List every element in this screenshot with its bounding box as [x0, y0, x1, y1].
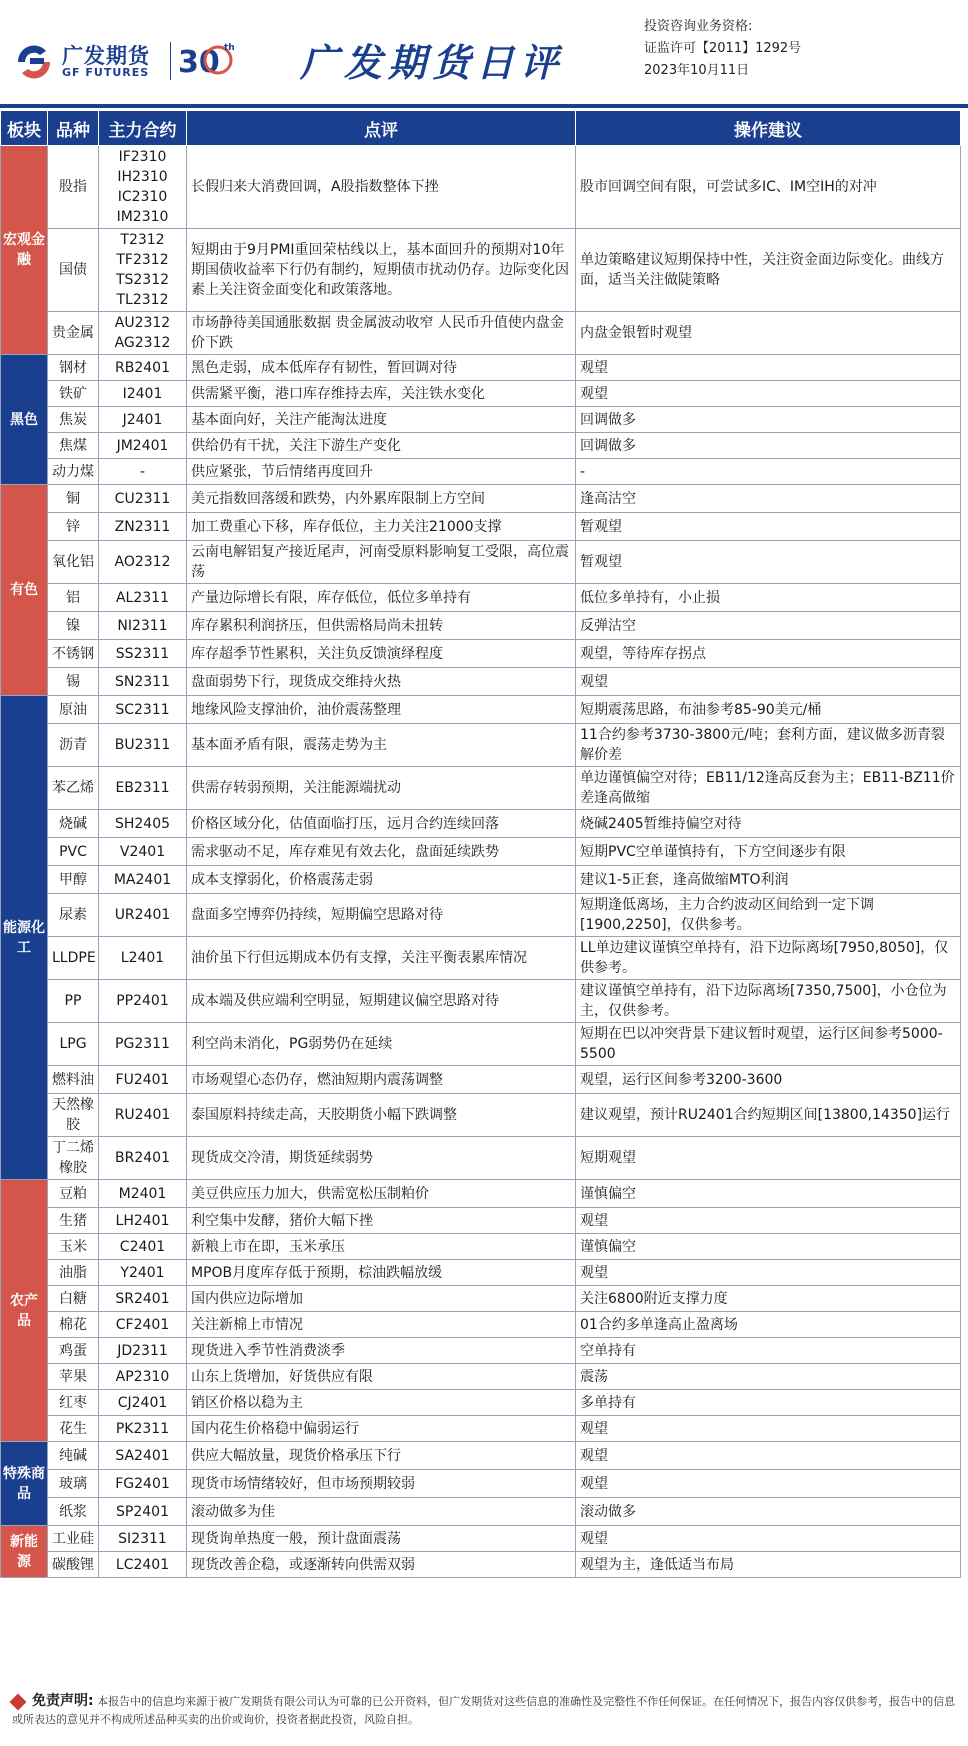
table-row: [1, 894, 961, 937]
advice-cell: 建议观望，预计RU2401合约短期区间[13800,14350]运行: [576, 1094, 961, 1137]
table-row: [1, 767, 961, 810]
table-row: [1, 407, 961, 433]
advice-cell: 回调做多: [576, 433, 961, 459]
contract-cell: SI2311: [99, 1526, 187, 1552]
comment-cell: 供应大幅放量，现货价格承压下行: [187, 1442, 576, 1470]
advice-cell: 单边谨慎偏空对待；EB11/12逢高反套为主；EB11-BZ11价差逢高做缩: [576, 767, 961, 810]
comment-cell: 美豆供应压力加大，供需宽松压制粕价: [187, 1180, 576, 1208]
comment-cell: 供应紧张，节后情绪再度回升: [187, 459, 576, 485]
sector-cell-agri: 农产品: [1, 1180, 48, 1442]
table-row: [1, 1137, 961, 1180]
table-row: [1, 980, 961, 1023]
variety-cell: 不锈钢: [48, 640, 99, 668]
contract-cell: IF2310 IH2310 IC2310 IM2310: [99, 146, 187, 229]
variety-cell: 国债: [48, 229, 99, 312]
contract-cell: SR2401: [99, 1286, 187, 1312]
table-header-row: [1, 111, 961, 146]
variety-cell: 纯碱: [48, 1442, 99, 1470]
table-row: [1, 381, 961, 407]
advice-cell: 空单持有: [576, 1338, 961, 1364]
contract-cell: CF2401: [99, 1312, 187, 1338]
variety-cell: 苹果: [48, 1364, 99, 1390]
comment-cell: 供需紧平衡，港口库存维持去库，关注铁水变化: [187, 381, 576, 407]
advice-cell: 11合约参考3730-3800元/吨；套利方面，建议做多沥青裂解价差: [576, 724, 961, 767]
comment-cell: 国内供应边际增加: [187, 1286, 576, 1312]
table-row: [1, 810, 961, 838]
table-row: [1, 1390, 961, 1416]
contract-cell: -: [99, 459, 187, 485]
qualification-info: [644, 16, 801, 82]
table-row: [1, 668, 961, 696]
contract-cell: SA2401: [99, 1442, 187, 1470]
advice-cell: 内盘金银暂时观望: [576, 312, 961, 355]
advice-cell: 低位多单持有，小止损: [576, 584, 961, 612]
col-header-advice: 操作建议: [576, 111, 961, 146]
advice-cell: -: [576, 459, 961, 485]
variety-cell: 锡: [48, 668, 99, 696]
variety-cell: 纸浆: [48, 1498, 99, 1526]
sector-cell-special: 特殊商品: [1, 1442, 48, 1526]
comment-cell: 销区价格以稳为主: [187, 1390, 576, 1416]
sector-cell-newenergy: 新能源: [1, 1526, 48, 1578]
comment-cell: 基本面矛盾有限，震荡走势为主: [187, 724, 576, 767]
comment-cell: 价格区域分化，估值面临打压，远月合约连续回落: [187, 810, 576, 838]
variety-cell: 铝: [48, 584, 99, 612]
col-header-contract: 主力合约: [99, 111, 187, 146]
variety-cell: 铁矿: [48, 381, 99, 407]
advice-cell: 短期观望: [576, 1137, 961, 1180]
advice-cell: 短期逢低离场，主力合约波动区间给到一定下调[1900,2250]，仅供参考。: [576, 894, 961, 937]
contract-cell: AO2312: [99, 541, 187, 584]
variety-cell: 动力煤: [48, 459, 99, 485]
advice-cell: 短期震荡思路，布油参考85-90美元/桶: [576, 696, 961, 724]
table-row: [1, 724, 961, 767]
variety-cell: 玻璃: [48, 1470, 99, 1498]
contract-cell: ZN2311: [99, 513, 187, 541]
sector-cell-black: 黑色: [1, 355, 48, 485]
variety-cell: 尿素: [48, 894, 99, 937]
table-row: [1, 1442, 961, 1470]
variety-cell: 焦煤: [48, 433, 99, 459]
contract-cell: SP2401: [99, 1498, 187, 1526]
table-body: [1, 146, 961, 1578]
advice-cell: 关注6800附近支撑力度: [576, 1286, 961, 1312]
col-header-comment: 点评: [187, 111, 576, 146]
advice-cell: 观望: [576, 355, 961, 381]
variety-cell: 碳酸锂: [48, 1552, 99, 1578]
contract-cell: PG2311: [99, 1023, 187, 1066]
variety-cell: 烧碱: [48, 810, 99, 838]
advice-cell: 01合约多单逢高止盈离场: [576, 1312, 961, 1338]
contract-cell: NI2311: [99, 612, 187, 640]
advice-cell: 谨慎偏空: [576, 1234, 961, 1260]
comment-cell: 库存超季节性累积，关注负反馈演绎程度: [187, 640, 576, 668]
contract-cell: AL2311: [99, 584, 187, 612]
contract-cell: SC2311: [99, 696, 187, 724]
variety-cell: 天然橡胶: [48, 1094, 99, 1137]
table-row: [1, 937, 961, 980]
variety-cell: 沥青: [48, 724, 99, 767]
variety-cell: 白糖: [48, 1286, 99, 1312]
table-row: [1, 1094, 961, 1137]
table-row: [1, 485, 961, 513]
comment-cell: 云南电解铝复产接近尾声，河南受原料影响复工受限，高位震荡: [187, 541, 576, 584]
variety-cell: 镍: [48, 612, 99, 640]
contract-cell: AU2312 AG2312: [99, 312, 187, 355]
table-row: [1, 1286, 961, 1312]
advice-cell: 观望: [576, 1442, 961, 1470]
contract-cell: C2401: [99, 1234, 187, 1260]
variety-cell: 氧化铝: [48, 541, 99, 584]
comment-cell: 黑色走弱，成本低库存有韧性，暂回调对待: [187, 355, 576, 381]
sector-cell-energy: 能源化工: [1, 696, 48, 1180]
variety-cell: PVC: [48, 838, 99, 866]
contract-cell: PP2401: [99, 980, 187, 1023]
comment-cell: 泰国原料持续走高，天胶期货小幅下跌调整: [187, 1094, 576, 1137]
anniversary-number: 30: [178, 45, 220, 80]
advice-cell: 短期在巴以冲突背景下建议暂时观望，运行区间参考5000-5500: [576, 1023, 961, 1066]
contract-cell: SH2405: [99, 810, 187, 838]
variety-cell: LPG: [48, 1023, 99, 1066]
comment-cell: 新粮上市在即，玉米承压: [187, 1234, 576, 1260]
variety-cell: 钢材: [48, 355, 99, 381]
variety-cell: 铜: [48, 485, 99, 513]
table-row: [1, 459, 961, 485]
contract-cell: UR2401: [99, 894, 187, 937]
advice-cell: 滚动做多: [576, 1498, 961, 1526]
table-row: [1, 146, 961, 229]
comment-cell: 关注新棉上市情况: [187, 1312, 576, 1338]
table-row: [1, 866, 961, 894]
variety-cell: 油脂: [48, 1260, 99, 1286]
gf-logo-icon: [12, 40, 56, 84]
variety-cell: 花生: [48, 1416, 99, 1442]
table-row: [1, 355, 961, 381]
advice-cell: 单边策略建议短期保持中性，关注资金面边际变化。曲线方面，适当关注做陡策略: [576, 229, 961, 312]
brand-name: 广发期货: [62, 44, 150, 68]
report-header: [0, 0, 968, 104]
advice-cell: 股市回调空间有限，可尝试多IC、IM空IH的对冲: [576, 146, 961, 229]
comment-cell: 现货询单热度一般，预计盘面震荡: [187, 1526, 576, 1552]
contract-cell: Y2401: [99, 1260, 187, 1286]
comment-cell: 成本端及供应端利空明显，短期建议偏空思路对待: [187, 980, 576, 1023]
table-row: [1, 229, 961, 312]
table-row: [1, 312, 961, 355]
advice-cell: 短期PVC空单谨慎持有，下方空间逐步有限: [576, 838, 961, 866]
comment-cell: 山东上货增加，好货供应有限: [187, 1364, 576, 1390]
comment-cell: 地缘风险支撑油价，油价震荡整理: [187, 696, 576, 724]
contract-cell: I2401: [99, 381, 187, 407]
table-row: [1, 1498, 961, 1526]
table-row: [1, 696, 961, 724]
variety-cell: 棉花: [48, 1312, 99, 1338]
contract-cell: PK2311: [99, 1416, 187, 1442]
disclaimer-text: 本报告中的信息均来源于被广发期货有限公司认为可靠的已公开资料，但广发期货对这些信息的准确性及完整性不作任何保证。在任何情况下，报告内容仅供参考，报告中的信息或所表达的意见并不构成所述品种买卖的出价或询价，投资者据此投资，风险自担。: [12, 1695, 956, 1726]
license-number: 证监许可【2011】1292号: [644, 41, 802, 56]
variety-cell: 锌: [48, 513, 99, 541]
contract-cell: BR2401: [99, 1137, 187, 1180]
contract-cell: EB2311: [99, 767, 187, 810]
contract-cell: J2401: [99, 407, 187, 433]
comment-cell: 油价虽下行但远期成本仍有支撑，关注平衡表累库情况: [187, 937, 576, 980]
table-row: [1, 1180, 961, 1208]
comment-cell: 现货成交冷清，期货延续弱势: [187, 1137, 576, 1180]
contract-cell: LC2401: [99, 1552, 187, 1578]
table-row: [1, 1234, 961, 1260]
variety-cell: 红枣: [48, 1390, 99, 1416]
table-row: [1, 541, 961, 584]
table-row: [1, 838, 961, 866]
disclaimer-label: 免责声明:: [32, 1693, 94, 1709]
advice-cell: 谨慎偏空: [576, 1180, 961, 1208]
variety-cell: 丁二烯橡胶: [48, 1137, 99, 1180]
comment-cell: 库存累积利润挤压，但供需格局尚未扭转: [187, 612, 576, 640]
comment-cell: 现货改善企稳，或逐渐转向供需双弱: [187, 1552, 576, 1578]
contract-cell: SS2311: [99, 640, 187, 668]
comment-cell: 现货市场情绪较好，但市场预期较弱: [187, 1470, 576, 1498]
advice-cell: 多单持有: [576, 1390, 961, 1416]
contract-cell: JD2311: [99, 1338, 187, 1364]
variety-cell: 甲醇: [48, 866, 99, 894]
contract-cell: MA2401: [99, 866, 187, 894]
variety-cell: 工业硅: [48, 1526, 99, 1552]
advice-cell: 建议谨慎空单持有，沿下边际离场[7350,7500]，小仓位为主，仅供参考。: [576, 980, 961, 1023]
table-row: [1, 1208, 961, 1234]
advice-cell: 观望: [576, 668, 961, 696]
comment-cell: 长假归来大消费回调，A股指数整体下挫: [187, 146, 576, 229]
advice-cell: 暂观望: [576, 513, 961, 541]
contract-cell: FG2401: [99, 1470, 187, 1498]
comment-cell: 加工费重心下移，库存低位，主力关注21000支撑: [187, 513, 576, 541]
comment-cell: 成本支撑弱化，价格震荡走弱: [187, 866, 576, 894]
advice-cell: 反弹沽空: [576, 612, 961, 640]
header-divider: [170, 42, 171, 80]
contract-cell: M2401: [99, 1180, 187, 1208]
comment-cell: 国内花生价格稳中偏弱运行: [187, 1416, 576, 1442]
table-row: [1, 1023, 961, 1066]
advice-cell: 震荡: [576, 1364, 961, 1390]
comment-cell: 基本面向好，关注产能淘汰进度: [187, 407, 576, 433]
sector-cell-nonferrous: 有色: [1, 485, 48, 696]
advice-cell: 烧碱2405暂维持偏空对待: [576, 810, 961, 838]
advice-cell: 逢高沽空: [576, 485, 961, 513]
table-row: [1, 612, 961, 640]
table-row: [1, 640, 961, 668]
advice-cell: 观望: [576, 1208, 961, 1234]
qualification-label: 投资咨询业务资格:: [644, 19, 753, 34]
comment-cell: 现货进入季节性消费淡季: [187, 1338, 576, 1364]
variety-cell: PP: [48, 980, 99, 1023]
variety-cell: 鸡蛋: [48, 1338, 99, 1364]
table-row: [1, 584, 961, 612]
advice-cell: 观望: [576, 1470, 961, 1498]
table-row: [1, 1260, 961, 1286]
brand-name-en: GF FUTURES: [62, 66, 150, 79]
table-row: [1, 1470, 961, 1498]
variety-cell: 原油: [48, 696, 99, 724]
report-date: 2023年10月11日: [644, 63, 750, 78]
comment-cell: 产量边际增长有限，库存低位，低位多单持有: [187, 584, 576, 612]
advice-cell: 观望，等待库存拐点: [576, 640, 961, 668]
variety-cell: 贵金属: [48, 312, 99, 355]
table-row: [1, 433, 961, 459]
advice-cell: 观望，运行区间参考3200-3600: [576, 1066, 961, 1094]
comment-cell: 市场观望心态仍存，燃油短期内震荡调整: [187, 1066, 576, 1094]
comment-cell: 利空集中发酵，猪价大幅下挫: [187, 1208, 576, 1234]
comment-cell: 需求驱动不足，库存难见有效去化，盘面延续跌势: [187, 838, 576, 866]
col-header-variety: 品种: [48, 111, 99, 146]
variety-cell: 焦炭: [48, 407, 99, 433]
contract-cell: SN2311: [99, 668, 187, 696]
contract-cell: CJ2401: [99, 1390, 187, 1416]
sector-cell-macro: 宏观金融: [1, 146, 48, 355]
advice-cell: 观望为主，逢低适当布局: [576, 1552, 961, 1578]
contract-cell: BU2311: [99, 724, 187, 767]
comment-cell: 市场静待美国通胀数据 贵金属波动收窄 人民币升值使内盘金价下跌: [187, 312, 576, 355]
advice-cell: 观望: [576, 381, 961, 407]
contract-cell: JM2401: [99, 433, 187, 459]
contract-cell: AP2310: [99, 1364, 187, 1390]
anniversary-suffix: th: [224, 43, 235, 53]
contract-cell: FU2401: [99, 1066, 187, 1094]
variety-cell: LLDPE: [48, 937, 99, 980]
comment-cell: MPOB月度库存低于预期，棕油跌幅放缓: [187, 1260, 576, 1286]
variety-cell: 豆粕: [48, 1180, 99, 1208]
comment-cell: 美元指数回落缓和跌势，内外累库限制上方空间: [187, 485, 576, 513]
advice-cell: LL单边建议谨慎空单持有，沿下边际离场[7950,8050]，仅供参考。: [576, 937, 961, 980]
advice-cell: 观望: [576, 1260, 961, 1286]
table-row: [1, 1338, 961, 1364]
header-band: [0, 104, 968, 108]
advice-cell: 回调做多: [576, 407, 961, 433]
table-row: [1, 1416, 961, 1442]
comment-cell: 利空尚未消化，PG弱势仍在延续: [187, 1023, 576, 1066]
variety-cell: 苯乙烯: [48, 767, 99, 810]
comment-cell: 短期由于9月PMI重回荣枯线以上，基本面回升的预期对10年期国债收益率下行仍有制约，短期债市扰动仍存。边际变化因素上关注资金面变化和政策落地。: [187, 229, 576, 312]
comment-cell: 盘面弱势下行，现货成交维持火热: [187, 668, 576, 696]
commentary-table: [0, 110, 961, 1578]
contract-cell: RB2401: [99, 355, 187, 381]
anniversary-emblem: [178, 38, 240, 82]
report-title: 广发期货日评: [300, 41, 565, 85]
table-row: [1, 1526, 961, 1552]
table-row: [1, 1364, 961, 1390]
variety-cell: 股指: [48, 146, 99, 229]
table-row: [1, 513, 961, 541]
contract-cell: L2401: [99, 937, 187, 980]
variety-cell: 玉米: [48, 1234, 99, 1260]
advice-cell: 暂观望: [576, 541, 961, 584]
col-header-sector: 板块: [1, 111, 48, 146]
contract-cell: T2312 TF2312 TS2312 TL2312: [99, 229, 187, 312]
disclaimer: [12, 1692, 956, 1729]
contract-cell: LH2401: [99, 1208, 187, 1234]
contract-cell: CU2311: [99, 485, 187, 513]
table-row: [1, 1552, 961, 1578]
variety-cell: 燃料油: [48, 1066, 99, 1094]
comment-cell: 盘面多空博弈仍持续，短期偏空思路对待: [187, 894, 576, 937]
advice-cell: 建议1-5正套，逢高做缩MTO利润: [576, 866, 961, 894]
advice-cell: 观望: [576, 1416, 961, 1442]
comment-cell: 滚动做多为佳: [187, 1498, 576, 1526]
advice-cell: 观望: [576, 1526, 961, 1552]
table-row: [1, 1066, 961, 1094]
contract-cell: RU2401: [99, 1094, 187, 1137]
variety-cell: 生猪: [48, 1208, 99, 1234]
diamond-bullet-icon: [10, 1694, 27, 1711]
comment-cell: 供给仍有干扰，关注下游生产变化: [187, 433, 576, 459]
contract-cell: V2401: [99, 838, 187, 866]
table-row: [1, 1312, 961, 1338]
comment-cell: 供需存转弱预期，关注能源端扰动: [187, 767, 576, 810]
